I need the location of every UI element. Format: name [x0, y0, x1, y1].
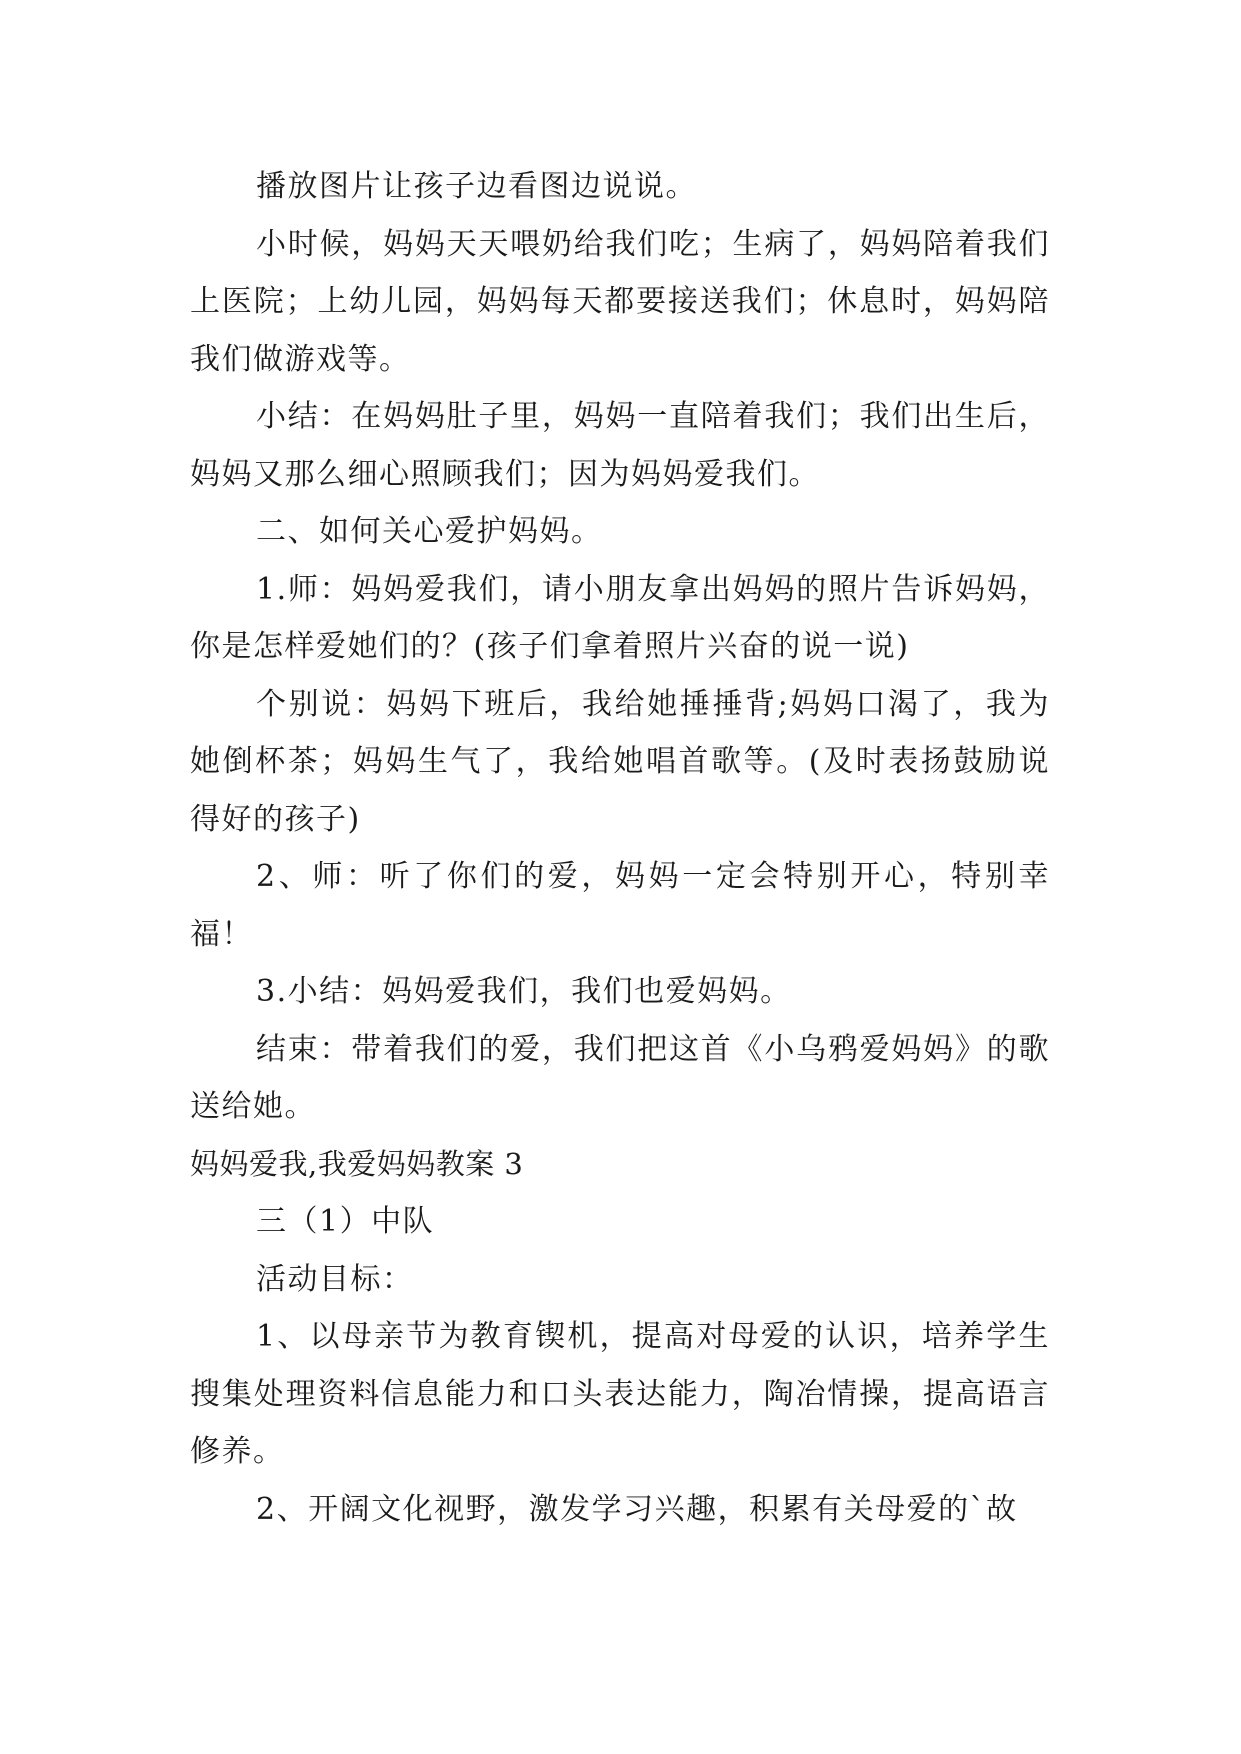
paragraph-teacher-one: 1.师：妈妈爱我们，请小朋友拿出妈妈的照片告诉妈妈，你是怎样爱她们的？(孩子们拿着照片兴奋的说一说) [190, 571, 1050, 664]
paragraph-goal-one: 1、以母亲节为教育锲机，提高对母爱的认识，培养学生搜集处理资料信息能力和口头表达能力，陶冶情操，提高语言修养。 [190, 1319, 1050, 1469]
paragraph-goals-label: 活动目标： [256, 1261, 414, 1297]
paragraph-goal-two: 2、开阔文化视野，激发学习兴趣，积累有关母爱的`故 [256, 1491, 1018, 1527]
paragraph-section-two: 二、如何关心爱护妈妈。 [256, 514, 603, 549]
paragraph-squad: 三（1）中队 [256, 1204, 435, 1239]
section-title: 妈妈爱我,我爱妈妈教案 3 [190, 1146, 524, 1181]
paragraph-summary-three: 3.小结：妈妈爱我们，我们也爱妈妈。 [256, 974, 792, 1009]
document-body [190, 158, 1050, 1538]
paragraph-teacher-two: 2、师：听了你们的爱，妈妈一定会特别开心，特别幸福！ [190, 859, 1050, 952]
paragraph-childhood: 小时候，妈妈天天喂奶给我们吃；生病了，妈妈陪着我们上医院；上幼儿园，妈妈每天都要接送我们；休息时，妈妈陪我们做游戏等。 [190, 226, 1050, 377]
paragraph-ending: 结束：带着我们的爱，我们把这首《小乌鸦爱妈妈》的歌送给她。 [190, 1031, 1050, 1124]
paragraph-individual: 个别说：妈妈下班后，我给她捶捶背;妈妈口渴了，我为她倒杯茶；妈妈生气了，我给她唱首歌等。(及时表扬鼓励说得好的孩子) [190, 686, 1050, 837]
paragraph-intro: 播放图片让孩子边看图边说说。 [256, 169, 697, 204]
paragraph-summary: 小结：在妈妈肚子里，妈妈一直陪着我们；我们出生后，妈妈又那么细心照顾我们；因为妈妈爱我们。 [190, 399, 1050, 492]
